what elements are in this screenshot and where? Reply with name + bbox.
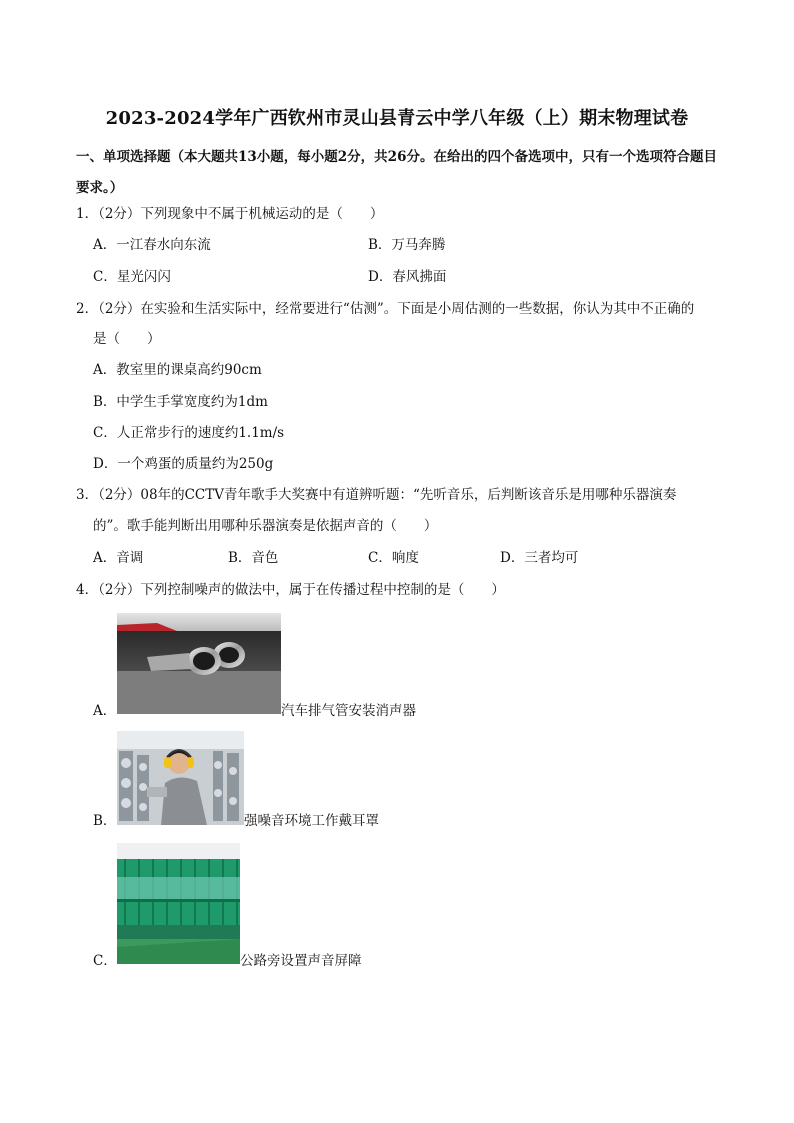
earmuff-worker-photo bbox=[117, 731, 244, 825]
question-4-option-a-caption: 汽车排气管安装消声器 bbox=[281, 703, 416, 719]
question-3-option-b: B．音色 bbox=[228, 550, 279, 566]
exhaust-pipe-photo bbox=[117, 613, 281, 714]
question-3-stem: 3．（2分）08年的CCTV青年歌手大奖赛中有道辨听题：“先听音乐，后判断该音乐是用哪种乐器演奏 bbox=[76, 487, 677, 503]
question-2-stem: 2．（2分）在实验和生活实际中，经常要进行“估测”。下面是小周估测的一些数据，你认为其中不正确的 bbox=[76, 301, 695, 317]
question-1-option-d: D．春风拂面 bbox=[368, 269, 447, 285]
section-heading: 一、单项选择题（本大题共13小题，每小题2分，共26分。在给出的四个备选项中，只有一个选项符合题目要求。） bbox=[76, 149, 717, 196]
question-4-option-b-letter: B． bbox=[93, 813, 117, 829]
question-4-option-c-caption: 公路旁设置声音屏障 bbox=[240, 953, 362, 969]
question-1-option-c: C．星光闪闪 bbox=[93, 269, 171, 285]
sound-barrier-photo bbox=[117, 843, 240, 964]
question-2-option-a: A．教室里的课桌高约90cm bbox=[93, 362, 262, 378]
question-2-option-d: D．一个鸡蛋的质量约为250g bbox=[93, 456, 274, 472]
question-4-option-b-caption: 强噪音环境工作戴耳罩 bbox=[244, 813, 379, 829]
question-3-option-a: A．音调 bbox=[93, 550, 144, 566]
question-2-stem-continued: 是（ ） bbox=[93, 331, 161, 347]
question-2-option-c: C．人正常步行的速度约1.1m/s bbox=[93, 425, 285, 441]
question-4-option-c-letter: C． bbox=[93, 953, 117, 969]
question-1-option-a: A．一江春水向东流 bbox=[93, 237, 211, 253]
question-1-stem: 1．（2分）下列现象中不属于机械运动的是（ ） bbox=[76, 206, 384, 222]
question-1-option-b: B．万马奔腾 bbox=[368, 237, 446, 253]
question-3-option-c: C．响度 bbox=[368, 550, 419, 566]
question-2-option-b: B．中学生手掌宽度约为1dm bbox=[93, 394, 268, 410]
question-3-stem-continued: 的”。歌手能判断出用哪种乐器演奏是依据声音的（ ） bbox=[93, 518, 438, 534]
page-title: 2023-2024学年广西钦州市灵山县青云中学八年级（上）期末物理试卷 bbox=[105, 108, 689, 129]
question-3-option-d: D．三者均可 bbox=[500, 550, 579, 566]
question-4-stem: 4．（2分）下列控制噪声的做法中，属于在传播过程中控制的是（ ） bbox=[76, 582, 505, 598]
question-4-option-a-letter: A． bbox=[93, 703, 117, 719]
